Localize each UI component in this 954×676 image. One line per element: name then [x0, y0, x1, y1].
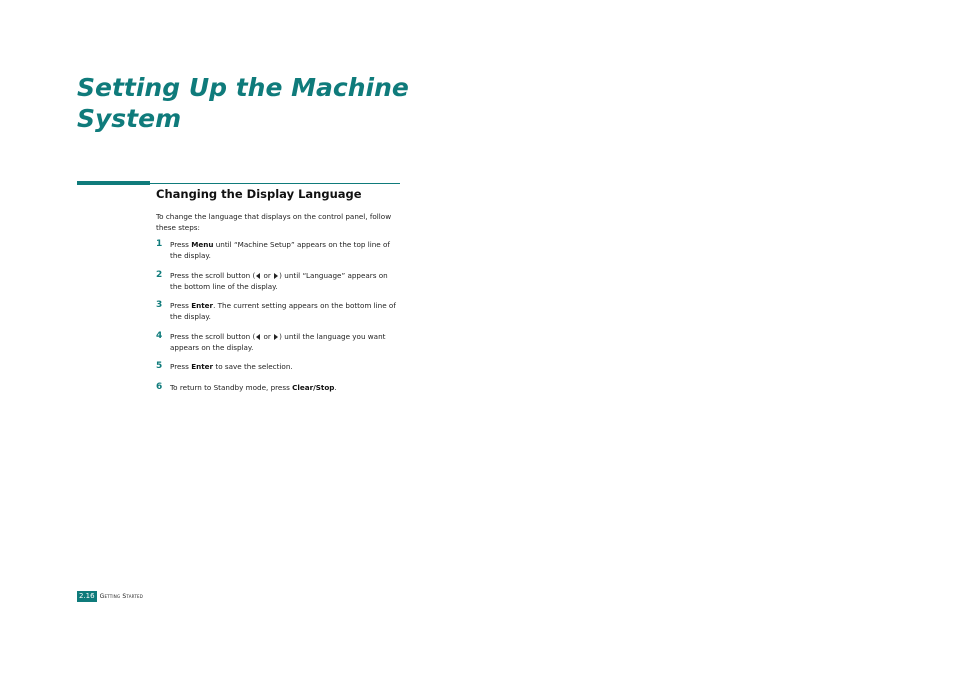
- step-text: to save the selection.: [213, 362, 293, 371]
- intro-text: To change the language that displays on the control panel, follow these steps:: [156, 212, 392, 232]
- scroll-right-icon: [274, 334, 278, 340]
- section-rule-accent: [77, 181, 150, 185]
- step-5: [156, 362, 400, 373]
- steps-list: [156, 240, 400, 393]
- step-text: Press the scroll button (: [170, 271, 256, 280]
- step-4: [156, 332, 400, 353]
- step-number: 5: [156, 361, 163, 371]
- scroll-left-icon: [256, 273, 260, 279]
- section-heading: Changing the Display Language: [156, 187, 362, 201]
- page-number: 2.16: [79, 592, 95, 600]
- step-number: 3: [156, 300, 163, 310]
- step-text: until “Machine Setup” appears on the top line of the display.: [170, 240, 390, 260]
- step-number: 4: [156, 331, 163, 341]
- step-number: 6: [156, 381, 163, 392]
- step-3: [156, 301, 400, 322]
- step-text: .: [334, 382, 337, 392]
- step-text: To return to Standby mode, press: [170, 382, 293, 392]
- step-text: or: [261, 271, 274, 280]
- key-enter: Enter: [191, 301, 214, 310]
- key-clear-stop: Clear/Stop: [292, 382, 335, 392]
- scroll-left-icon: [256, 334, 260, 340]
- section-rule: [150, 183, 400, 184]
- key-menu: Menu: [191, 240, 214, 249]
- step-1: [156, 240, 400, 261]
- step-2: [156, 271, 400, 292]
- scroll-right-icon: [274, 273, 278, 279]
- step-text: . The current setting appears on the bottom line of the display.: [170, 301, 396, 321]
- step-number: 1: [156, 239, 163, 249]
- step-text: ) until “Language” appears on the bottom line of the display.: [170, 271, 388, 291]
- key-enter: Enter: [191, 362, 214, 371]
- step-text: Press: [170, 240, 192, 249]
- step-number: 2: [156, 270, 163, 280]
- step-text: Press: [170, 362, 192, 371]
- step-text: Press the scroll button (: [170, 332, 256, 341]
- chapter-title: Setting Up the Machine System: [77, 73, 409, 133]
- step-text: Press: [170, 301, 192, 310]
- footer-chapter: Getting Started: [99, 593, 143, 600]
- step-text: or: [261, 332, 274, 341]
- step-text: ) until the language you want appears on the display.: [170, 332, 386, 352]
- step-6: [156, 383, 400, 394]
- page-footer: [77, 591, 143, 602]
